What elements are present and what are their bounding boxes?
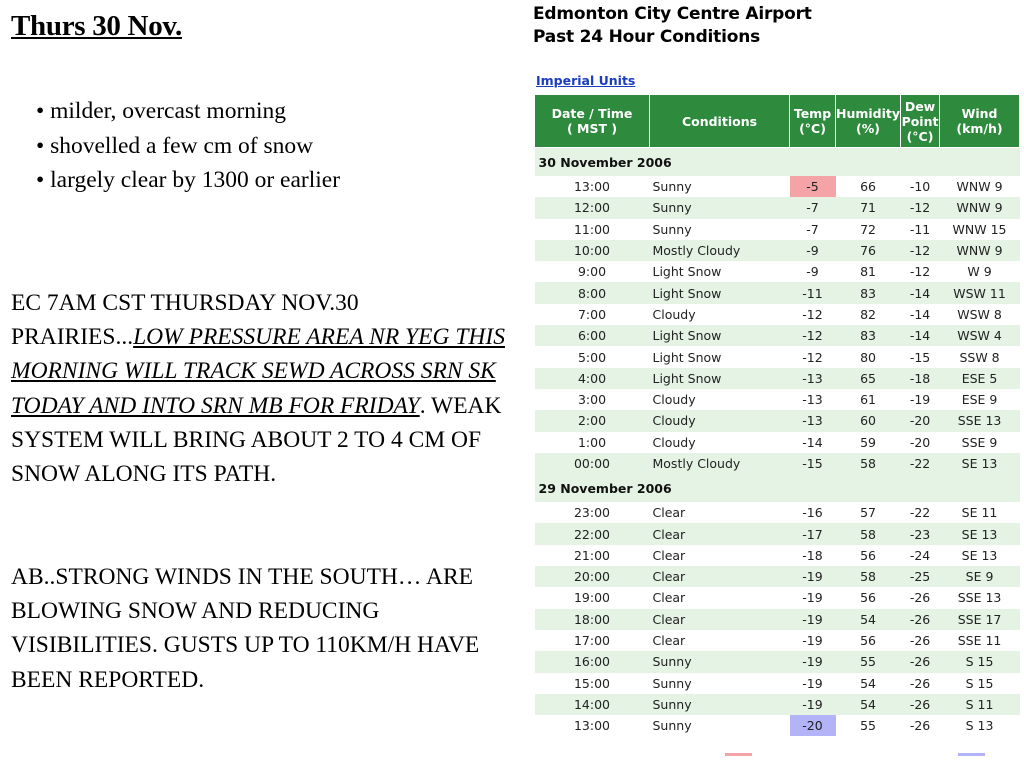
table-row [535,545,1020,566]
cell-conditions: Cloudy [650,410,790,431]
cell-humidity: 83 [836,282,901,303]
cell-wind: S 15 [940,651,1020,672]
table-row [535,523,1020,544]
cell-time: 15:00 [573,675,611,691]
cell-humidity: 56 [860,590,876,606]
station-subtitle: Past 24 Hour Conditions [533,27,761,47]
cell-time: 19:00 [573,590,611,606]
forecast-tail: . WEAK SYSTEM WILL BRING ABOUT 2 TO 4 CM OF SNOW ALONG ITS PATH. [11,392,502,488]
cell-time: 1:00 [577,434,607,450]
weather-panel [530,0,1024,768]
table-row [535,261,1020,282]
cell-temp: -7 [790,197,836,218]
cell-time: 3:00 [577,392,607,408]
cell-humidity: 71 [836,197,901,218]
cell-dewpoint: -12 [901,197,940,218]
cell-conditions: Sunny [652,718,692,734]
cell-dewpoint: -25 [901,566,940,587]
table-row [535,368,1020,389]
cell-dewpoint: -26 [909,718,931,734]
cell-temp: -19 [790,651,836,672]
table-row [535,325,1020,346]
cell-conditions: Light Snow [652,349,722,365]
cell-dewpoint: -14 [901,282,940,303]
cell-time: 2:00 [535,410,650,431]
cell-humidity: 57 [860,505,876,521]
table-row [535,673,1020,694]
table-row [535,715,1020,736]
cell-temp: -20 [790,715,836,736]
cell-humidity: 76 [836,240,901,261]
cell-wind: SSE 17 [940,609,1020,630]
forecast-paragraph [11,286,516,491]
cell-temp: -15 [790,453,836,474]
date-row [535,474,1020,502]
cell-time: 21:00 [573,547,611,563]
cell-temp: -19 [790,694,836,715]
cell-dewpoint: -26 [901,694,940,715]
cell-time: 7:00 [577,306,607,322]
table-row [535,566,1020,587]
cell-temp: -19 [790,566,836,587]
date-label: 30 November 2006 [535,148,1020,177]
cell-temp: -7 [806,221,819,237]
cell-conditions: Clear [652,505,686,521]
table-row [535,219,1020,240]
cell-conditions: Cloudy [652,434,696,450]
cell-humidity: 55 [836,651,901,672]
cell-time: 9:00 [577,264,607,280]
cell-humidity: 56 [860,633,876,649]
cell-dewpoint: -11 [909,221,931,237]
cell-wind: S 15 [965,675,994,691]
cell-conditions: Light Snow [650,368,790,389]
cell-wind: SE 13 [940,523,1020,544]
cell-humidity: 80 [860,349,876,365]
cell-dewpoint: -20 [901,410,940,431]
cell-wind: SE 13 [961,547,998,563]
cell-temp: -9 [790,240,836,261]
cell-time: 4:00 [535,368,650,389]
cell-humidity: 56 [860,547,876,563]
table-row [535,432,1020,453]
cell-humidity: 66 [860,179,876,195]
cell-conditions: Sunny [650,694,790,715]
cell-dewpoint: -26 [909,590,931,606]
cell-time: 11:00 [573,221,611,237]
forecast-lead: EC 7AM CST THURSDAY NOV.30 PRAIRIES... [11,290,359,351]
cell-wind: ESE 9 [961,392,998,408]
cell-wind: SSE 9 [961,434,998,450]
cell-time: 13:00 [573,718,611,734]
cell-conditions: Mostly Cloudy [650,453,790,474]
cell-time: 20:00 [535,566,650,587]
cell-dewpoint: -14 [909,306,931,322]
cell-temp: -12 [790,325,836,346]
cell-temp: -13 [790,368,836,389]
cell-humidity: 72 [860,221,876,237]
cell-temp: -12 [802,306,823,322]
cell-dewpoint: -26 [909,675,931,691]
observation-item: • shovelled a few cm of snow [36,129,340,164]
cell-temp: -19 [790,609,836,630]
cell-time: 23:00 [573,505,611,521]
cell-temp: -13 [802,392,823,408]
cell-conditions: Sunny [652,675,692,691]
cell-conditions: Clear [652,633,686,649]
header-wind: Wind (km/h) [940,95,1020,148]
cell-conditions: Clear [650,609,790,630]
cell-wind: WNW 15 [952,221,1007,237]
header-conditions: Conditions [650,95,790,148]
table-row [535,304,1020,325]
cell-conditions: Light Snow [652,264,722,280]
cell-wind: WSW 8 [957,306,1002,322]
cell-humidity: 61 [860,392,876,408]
header-humidity: Humidity (%) [836,95,901,148]
table-row [535,651,1020,672]
table-row [535,694,1020,715]
cell-time: 22:00 [535,523,650,544]
cell-temp: -19 [802,675,823,691]
cell-wind: S 11 [940,694,1020,715]
cell-time: 12:00 [535,197,650,218]
cell-temp: -13 [790,410,836,431]
cell-humidity: 82 [860,306,876,322]
cell-dewpoint: -18 [901,368,940,389]
min-temp-marker [958,753,985,756]
cell-dewpoint: -22 [909,505,931,521]
cell-wind: SSE 13 [940,410,1020,431]
table-row [535,587,1020,608]
cell-conditions: Sunny [652,221,692,237]
date-row [535,148,1020,177]
cell-wind: WSW 11 [940,282,1020,303]
cell-humidity: 54 [860,675,876,691]
cell-humidity: 65 [836,368,901,389]
cell-dewpoint: -12 [909,264,931,280]
header-dewpoint: Dew Point (°C) [901,95,940,148]
cell-wind: SE 13 [940,453,1020,474]
cell-temp: -9 [806,264,819,280]
cell-dewpoint: -26 [901,651,940,672]
cell-time: 14:00 [535,694,650,715]
table-row [535,346,1020,367]
cell-temp: -19 [802,633,823,649]
cell-temp: -14 [802,434,823,450]
cell-conditions: Clear [650,523,790,544]
cell-temp: -19 [802,590,823,606]
cell-time: 8:00 [535,282,650,303]
station-heading [533,3,812,49]
cell-wind: SE 9 [940,566,1020,587]
imperial-units-link[interactable]: Imperial Units [536,73,636,88]
cell-humidity: 54 [836,609,901,630]
cell-temp: -5 [790,176,836,197]
cell-humidity: 60 [836,410,901,431]
cell-time: 00:00 [535,453,650,474]
cell-dewpoint: -24 [909,547,931,563]
cell-conditions: Light Snow [650,282,790,303]
table-row [535,197,1020,218]
table-body [535,148,1020,737]
cell-temp: -16 [802,505,823,521]
cell-wind: SSW 8 [959,349,1000,365]
cell-conditions: Mostly Cloudy [650,240,790,261]
cell-wind: WSW 4 [940,325,1020,346]
station-name: Edmonton City Centre Airport [533,4,812,24]
cell-conditions: Clear [652,590,686,606]
cell-temp: -17 [790,523,836,544]
cell-wind: SSE 11 [957,633,1002,649]
date-label: 29 November 2006 [535,474,1020,502]
cell-temp: -18 [802,547,823,563]
cell-dewpoint: -12 [901,240,940,261]
cell-conditions: Clear [652,547,686,563]
cell-dewpoint: -26 [909,633,931,649]
slide-title: Thurs 30 Nov. [11,10,182,42]
cell-time: 10:00 [535,240,650,261]
cell-conditions: Light Snow [650,325,790,346]
cell-dewpoint: -10 [909,179,931,195]
table-header-row [535,95,1020,148]
cell-dewpoint: -14 [901,325,940,346]
cell-wind: ESE 5 [940,368,1020,389]
cell-temp: -11 [790,282,836,303]
table-row [535,609,1020,630]
cell-conditions: Cloudy [652,306,696,322]
cell-conditions: Clear [650,566,790,587]
cell-dewpoint: -23 [901,523,940,544]
table-row [535,389,1020,410]
cell-wind: S 13 [965,718,994,734]
table-row [535,630,1020,651]
cell-humidity: 83 [836,325,901,346]
header-datetime: Date / Time ( MST ) [535,95,650,148]
cell-wind: SSE 13 [957,590,1002,606]
cell-dewpoint: -26 [901,609,940,630]
observation-item: • milder, overcast morning [36,94,340,129]
cell-time: 18:00 [535,609,650,630]
cell-humidity: 55 [860,718,876,734]
observation-list [36,94,340,198]
observation-item: • largely clear by 1300 or earlier [36,163,340,198]
cell-wind: W 9 [967,264,992,280]
cell-dewpoint: -15 [909,349,931,365]
alberta-note: AB..STRONG WINDS IN THE SOUTH… ARE BLOWING SNOW AND REDUCING VISIBILITIES. GUSTS UP TO 110KM/H HAVE BEEN REPORTED. [11,564,480,693]
cell-humidity: 58 [836,566,901,587]
cell-humidity: 58 [836,523,901,544]
max-temp-marker [725,753,752,756]
table-row [535,410,1020,431]
table-row [535,176,1020,197]
cell-wind: WNW 9 [940,240,1020,261]
forecast-emphasis: LOW PRESSURE AREA NR YEG THIS MORNING WILL TRACK SEWD ACROSS SRN SK TODAY AND INTO SRN MB FOR FRIDAY [11,324,505,419]
cell-conditions: Sunny [652,179,692,195]
header-temp: Temp (°C) [790,95,836,148]
cell-wind: WNW 9 [956,179,1003,195]
table-row [535,240,1020,261]
cell-humidity: 54 [836,694,901,715]
cell-time: 6:00 [535,325,650,346]
cell-conditions: Sunny [650,197,790,218]
table-row [535,453,1020,474]
cell-dewpoint: -20 [909,434,931,450]
cell-temp: -12 [802,349,823,365]
cell-conditions: Sunny [650,651,790,672]
cell-humidity: 59 [860,434,876,450]
cell-dewpoint: -22 [901,453,940,474]
cell-wind: WNW 9 [940,197,1020,218]
cell-humidity: 58 [836,453,901,474]
cell-time: 17:00 [573,633,611,649]
conditions-table [534,94,1020,736]
cell-conditions: Cloudy [652,392,696,408]
cell-wind: SE 11 [961,505,998,521]
cell-dewpoint: -19 [909,392,931,408]
cell-humidity: 81 [860,264,876,280]
cell-time: 13:00 [573,179,611,195]
cell-time: 16:00 [535,651,650,672]
table-row [535,502,1020,523]
cell-time: 5:00 [577,349,607,365]
table-row [535,282,1020,303]
